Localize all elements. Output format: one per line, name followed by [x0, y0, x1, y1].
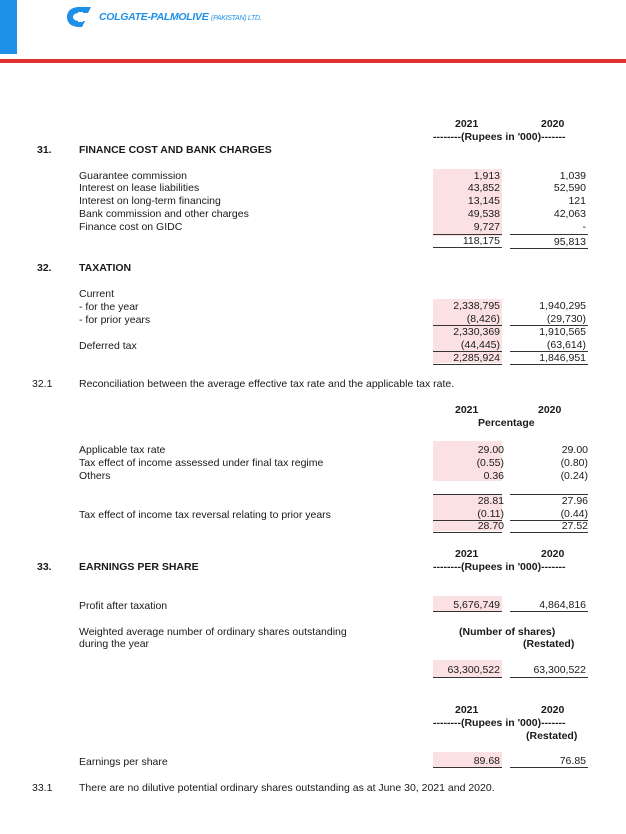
prior-years-2020: (29,730) [546, 313, 586, 325]
deferred-tax-2021: (44,445) [460, 339, 500, 351]
note-32-total-2020: 1,846,951 [539, 352, 586, 364]
note-31-title: FINANCE COST AND BANK CHARGES [79, 144, 272, 156]
colgate-logo-icon [62, 6, 92, 28]
shares-2021: 63,300,522 [447, 664, 500, 676]
year-2021-heading: 2021 [455, 404, 479, 416]
note-31-value-2021: 43,852 [467, 182, 500, 194]
profit-label: Profit after taxation [79, 600, 168, 612]
tax-rate-value-2021: 29.00 [477, 444, 504, 456]
note-31-row-label: Interest on lease liabilities [79, 182, 200, 194]
eps-2021: 89.68 [473, 755, 500, 767]
tax-rate-subtotal-2020: 27.96 [561, 495, 588, 507]
rupees-heading: --------(Rupees in '000)------- [433, 131, 566, 143]
note-31-value-2020: 52,590 [553, 182, 586, 194]
total-rule [433, 364, 502, 365]
year-2020-heading: 2020 [541, 704, 565, 716]
total-rule [510, 364, 588, 365]
note-33-1-number: 33.1 [32, 782, 53, 794]
reversal-label: Tax effect of income tax reversal relating to prior years [79, 509, 331, 521]
total-rule [510, 532, 588, 533]
tax-rate-total-2021: 28.70 [477, 520, 504, 532]
note-31-value-2021: 1,913 [473, 170, 500, 182]
year-2021-heading: 2021 [455, 704, 479, 716]
for-the-year-label: - for the year [79, 301, 139, 313]
deferred-tax-label: Deferred tax [79, 340, 137, 352]
year-2020-heading: 2020 [538, 404, 562, 416]
note-32-1-text: Reconciliation between the average effective tax rate and the applicable tax rate. [79, 378, 455, 390]
year-2020-heading: 2020 [541, 548, 565, 560]
for-the-year-2021: 2,338,795 [453, 300, 500, 312]
note-31-value-2021: 9,727 [473, 221, 500, 233]
current-tax-label: Current [79, 288, 115, 300]
shares-2020: 63,300,522 [533, 664, 586, 676]
total-rule [510, 677, 588, 678]
year-2020-heading: 2020 [541, 118, 565, 130]
tax-rate-value-2020: (0.24) [560, 470, 588, 482]
company-name-text: COLGATE-PALMOLIVE [99, 11, 209, 23]
rupees-heading: --------(Rupees in '000)------- [433, 561, 566, 573]
current-subtotal-2020: 1,910,565 [539, 326, 586, 338]
tax-rate-row-label: Applicable tax rate [79, 444, 166, 456]
note-33-1-text: There are no dilutive potential ordinary shares outstanding as at June 30, 2021 and 2020. [79, 782, 495, 794]
note-32-1-number: 32.1 [32, 378, 53, 390]
header-rule [0, 59, 626, 63]
note-31-total-2021: 118,175 [462, 235, 500, 247]
company-suffix: (PAKISTAN) LTD. [211, 15, 262, 22]
total-rule [433, 532, 502, 533]
note-31-number: 31. [37, 144, 52, 156]
weighted-average-label-cont: during the year [79, 638, 150, 650]
subtotal-rule [510, 234, 588, 235]
note-32-title: TAXATION [79, 262, 132, 274]
note-31-value-2021: 13,145 [467, 195, 500, 207]
year-2021-heading: 2021 [455, 118, 479, 130]
tax-rate-total-2020: 27.52 [561, 520, 588, 532]
note-31-value-2020: 42,063 [553, 208, 586, 220]
note-31-value-2020: 1,039 [559, 170, 586, 182]
prior-years-label: - for prior years [79, 314, 151, 326]
total-rule [433, 767, 502, 768]
total-rule [433, 611, 502, 612]
tax-rate-subtotal-2021: 28.81 [477, 495, 504, 507]
weighted-average-label: Weighted average number of ordinary shares outstanding [79, 626, 347, 638]
reversal-2021: (0.11) [477, 508, 504, 520]
tax-rate-row-label: Others [79, 470, 111, 482]
year-2021-heading: 2021 [455, 548, 479, 560]
total-rule [510, 248, 588, 249]
total-rule [510, 611, 588, 612]
prior-years-2021: (8,426) [466, 313, 500, 325]
tax-rate-value-2021: (0.55) [476, 457, 504, 469]
profit-2020: 4,864,816 [539, 599, 586, 611]
tax-rate-row-label: Tax effect of income assessed under final tax regime [79, 457, 324, 469]
current-subtotal-2021: 2,330,369 [453, 326, 500, 338]
note-31-value-2021: 49,538 [467, 208, 500, 220]
tax-rate-value-2020: 29.00 [561, 444, 588, 456]
number-of-shares-heading: (Number of shares) [459, 626, 556, 638]
note-31-row-label: Finance cost on GIDC [79, 221, 183, 233]
note-31-row-label: Guarantee commission [79, 170, 187, 182]
note-33-number: 33. [37, 561, 52, 573]
deferred-tax-2020: (63,614) [546, 339, 586, 351]
note-31-value-2020: - [582, 221, 586, 233]
eps-2020: 76.85 [559, 755, 586, 767]
note-31-value-2020: 121 [568, 195, 586, 207]
tax-rate-value-2020: (0.80) [560, 457, 588, 469]
total-rule [510, 767, 588, 768]
note-32-number: 32. [37, 262, 52, 274]
note-32-total-2021: 2,285,924 [453, 352, 500, 364]
percentage-heading: Percentage [478, 417, 535, 429]
total-rule [433, 247, 502, 248]
total-rule [433, 677, 502, 678]
note-31-row-label: Interest on long-term financing [79, 195, 221, 207]
restated-heading: (Restated) [523, 638, 575, 650]
for-the-year-2020: 1,940,295 [539, 300, 586, 312]
note-31-row-label: Bank commission and other charges [79, 208, 249, 220]
rupees-heading: --------(Rupees in '000)------- [433, 717, 566, 729]
restated-heading: (Restated) [526, 730, 578, 742]
note-33-title: EARNINGS PER SHARE [79, 561, 199, 573]
profit-2021: 5,676,749 [453, 599, 500, 611]
note-31-total-2020: 95,813 [553, 236, 586, 248]
eps-label: Earnings per share [79, 756, 168, 768]
tax-rate-value-2021: 0.36 [483, 470, 504, 482]
reversal-2020: (0.44) [560, 508, 588, 520]
blue-edge-tab [0, 0, 17, 54]
company-name [99, 11, 261, 23]
